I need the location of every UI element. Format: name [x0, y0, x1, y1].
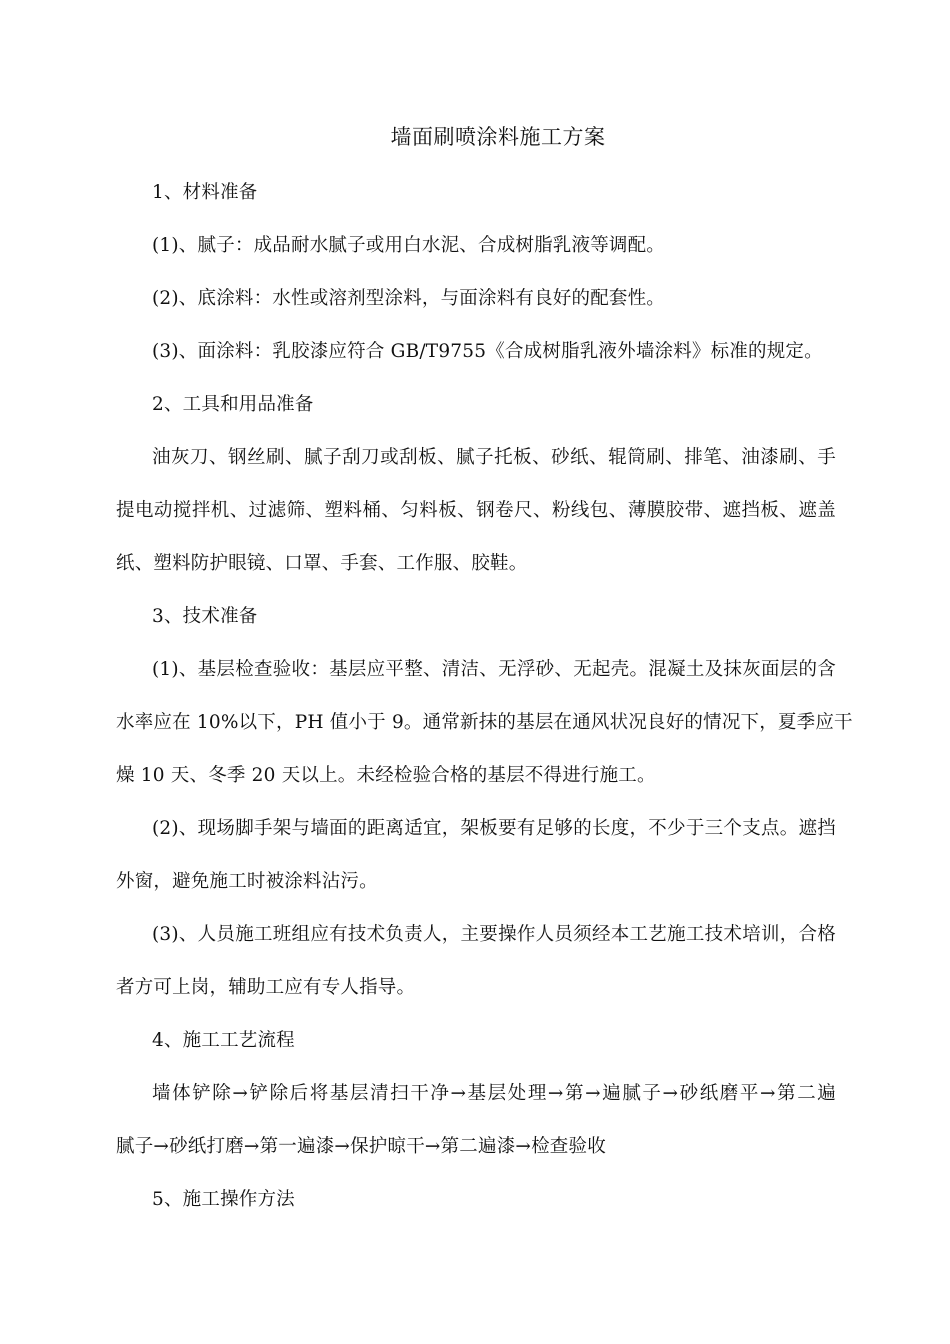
technical-item-scaffold-line: 外窗，避免施工时被涂料沾污。 — [116, 871, 378, 892]
technical-item-base-inspection-line: 水率应在 10%以下，PH 值小于 9。通常新抹的基层在通风状况良好的情况下，夏季应干 — [116, 712, 853, 733]
section-heading-process-flow: 4、施工工艺流程 — [152, 1030, 295, 1051]
document-title: 墙面刷喷涂料施工方案 — [390, 125, 606, 149]
section-heading-tools: 2、工具和用品准备 — [152, 394, 314, 415]
materials-item-putty: (1)、腻子：成品耐水腻子或用白水泥、合成树脂乳液等调配。 — [152, 235, 666, 256]
technical-item-base-inspection-line: (1)、基层检查验收：基层应平整、清洁、无浮砂、无起壳。混凝土及抹灰面层的含 — [152, 659, 836, 680]
section-heading-operation-method: 5、施工操作方法 — [152, 1189, 295, 1210]
section-heading-materials: 1、材料准备 — [152, 182, 258, 203]
materials-item-primer: (2)、底涂料：水性或溶剂型涂料，与面涂料有良好的配套性。 — [152, 288, 666, 309]
technical-item-personnel-line: 者方可上岗，辅助工应有专人指导。 — [116, 977, 416, 998]
process-flow-line: 墙体铲除→铲除后将基层清扫干净→基层处理→第→遍腻子→砂纸磨平→第二遍 — [152, 1083, 836, 1104]
technical-item-scaffold-line: (2)、现场脚手架与墙面的距离适宜，架板要有足够的长度，不少于三个支点。遮挡 — [152, 818, 836, 839]
process-flow-line: 腻子→砂纸打磨→第一遍漆→保护晾干→第二遍漆→检查验收 — [116, 1136, 606, 1157]
technical-item-personnel-line: (3)、人员施工班组应有技术负责人，主要操作人员须经本工艺施工技术培训，合格 — [152, 924, 836, 945]
section-heading-technical: 3、技术准备 — [152, 606, 258, 627]
materials-item-topcoat: (3)、面涂料：乳胶漆应符合 GB/T9755《合成树脂乳液外墙涂料》标准的规定。 — [152, 341, 823, 362]
tools-paragraph-line: 提电动搅拌机、过滤筛、塑料桶、匀料板、钢卷尺、粉线包、薄膜胶带、遮挡板、遮盖 — [116, 500, 836, 521]
tools-paragraph-line: 油灰刀、钢丝刷、腻子刮刀或刮板、腻子托板、砂纸、辊筒刷、排笔、油漆刷、手 — [152, 447, 836, 468]
technical-item-base-inspection-line: 燥 10 天、冬季 20 天以上。未经检验合格的基层不得进行施工。 — [116, 765, 656, 786]
tools-paragraph-line: 纸、塑料防护眼镜、口罩、手套、工作服、胶鞋。 — [116, 553, 528, 574]
